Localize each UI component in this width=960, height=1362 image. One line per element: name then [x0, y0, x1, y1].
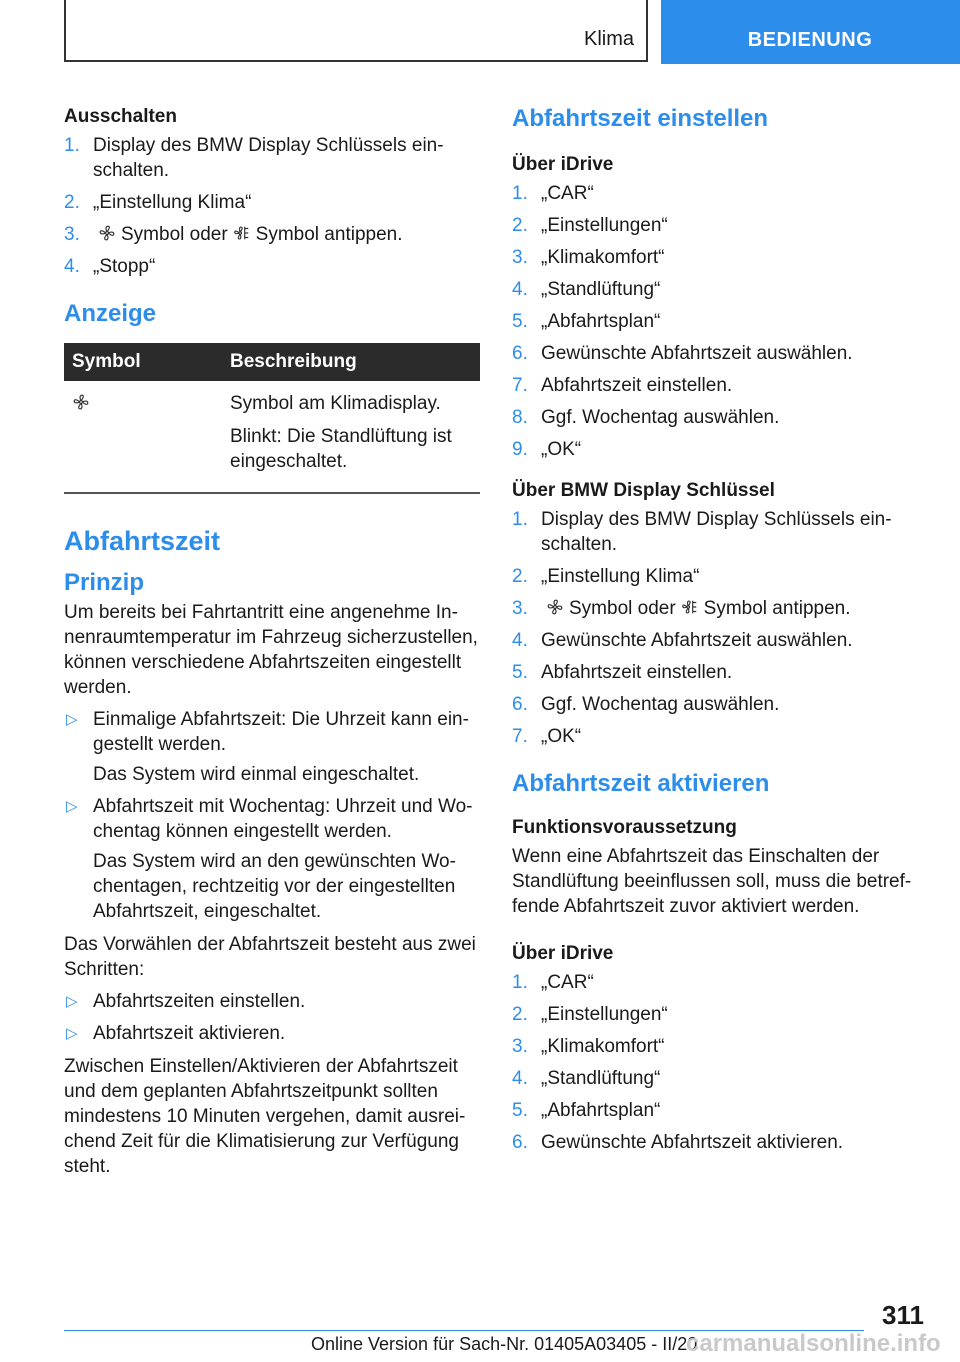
- list-item: 3. Symbol oder Symbol antippen.: [512, 598, 851, 619]
- left-column: [64, 104, 480, 1186]
- list-item: 6. Ggf. Wochentag auswählen.: [512, 694, 780, 715]
- list-item: 2. „Einstellung Klima“: [64, 192, 252, 213]
- list-item: ▷ Abfahrtszeit mit Wochentag: Uhrzeit und Wochentag können eingestellt werden. Das System wird an den gewünschten Wochentagen, rechtzeitig vor der eingestellten Abfahrtszeit, eingeschaltet.: [66, 796, 473, 922]
- right-column: [512, 104, 912, 1163]
- table-header: Symbol: [64, 343, 222, 381]
- abfahrtszeit-heading: Abfahrtszeit: [64, 526, 221, 556]
- fan-timer-icon: [681, 598, 699, 616]
- aktivieren-heading: Abfahrtszeit aktivieren: [512, 770, 770, 797]
- list-item: 5. „Abfahrtsplan“: [512, 311, 661, 332]
- list-item: ▷ Abfahrtszeit aktivieren.: [66, 1023, 286, 1044]
- ausschalten-heading: Ausschalten: [64, 106, 177, 127]
- bullet-list: [64, 989, 480, 1046]
- table-cell: [222, 381, 480, 493]
- symbol-table: [64, 343, 480, 494]
- list-item: 2. „Einstellung Klima“: [512, 566, 700, 587]
- prinzip-paragraph: Um bereits bei Fahrtantritt eine angenehme Innenraumtemperatur im Fahrzeug sicherzustellen, können verschiedene Abfahrtszeiten eingestellt werden.: [64, 602, 478, 698]
- bullet-list: [64, 707, 480, 924]
- list-item: 4. „Standlüftung“: [512, 1068, 661, 1089]
- list-item: 1. Display des BMW Display Schlüssels einschalten.: [64, 135, 444, 181]
- table-cell: [64, 381, 222, 493]
- fan-icon: [72, 393, 90, 411]
- funktion-heading: Funktionsvoraussetzung: [512, 817, 737, 838]
- list-item: 5. Abfahrtszeit einstellen.: [512, 662, 733, 683]
- list-item: 7. Abfahrtszeit einstellen.: [512, 375, 733, 396]
- list-item: 3. „Klimakomfort“: [512, 1036, 665, 1057]
- list-item: 3. Symbol oder Symbol antippen.: [64, 224, 403, 245]
- idrive-steps: [512, 181, 912, 462]
- step-number: 3.: [64, 224, 80, 245]
- list-item: 5. „Abfahrtsplan“: [512, 1100, 661, 1121]
- list-item: ▷ Einmalige Abfahrtszeit: Die Uhrzeit kann eingestellt werden. Das System wird einmal eingeschaltet.: [66, 709, 469, 785]
- triangle-bullet-icon: ▷: [66, 1025, 78, 1042]
- step-number: 4.: [64, 256, 80, 277]
- list-item: 8. Ggf. Wochentag auswählen.: [512, 407, 780, 428]
- page-number: 311: [882, 1300, 924, 1330]
- step-number: 2.: [64, 192, 80, 213]
- fan-timer-icon: [233, 224, 251, 242]
- list-item: 4. Gewünschte Abfahrtszeit auswählen.: [512, 630, 853, 651]
- step-number: 1.: [64, 135, 80, 156]
- idrive-heading: Über iDrive: [512, 154, 614, 175]
- watermark: carmanualsonline.info: [686, 1330, 941, 1357]
- chapter-tab: [661, 0, 960, 64]
- list-item: 2. „Einstellungen“: [512, 1004, 668, 1025]
- triangle-bullet-icon: ▷: [66, 711, 78, 728]
- footer-text: Online Version für Sach-Nr. 01405A03405 - II/20: [311, 1334, 698, 1354]
- key-steps: [512, 507, 912, 749]
- table-text: Symbol am Klimadisplay.: [230, 393, 441, 414]
- triangle-bullet-icon: ▷: [66, 798, 78, 815]
- zwischen-paragraph: Zwischen Einstellen/Aktivieren der Abfahrtszeit und dem geplanten Abfahrtszeitpunkt sollten mindestens 10 Minuten vergehen, damit ausreichend Zeit für die Klimatisierung zur Verfügung steht.: [64, 1056, 466, 1177]
- fan-icon: [98, 224, 116, 242]
- list-item: 4. „Standlüftung“: [512, 279, 661, 300]
- anzeige-heading: Anzeige: [64, 300, 157, 327]
- fan-icon: [546, 598, 564, 616]
- table-header: Beschreibung: [222, 343, 480, 381]
- list-item: 7. „OK“: [512, 726, 582, 747]
- list-item: ▷ Abfahrtszeiten einstellen.: [66, 991, 306, 1012]
- list-item: 1. „CAR“: [512, 972, 594, 993]
- list-item: 6. Gewünschte Abfahrtszeit aktivieren.: [512, 1132, 844, 1153]
- key-heading: Über BMW Display Schlüssel: [512, 480, 775, 501]
- triangle-bullet-icon: ▷: [66, 993, 78, 1010]
- list-item: 2. „Einstellungen“: [512, 215, 668, 236]
- list-item: 4. „Stopp“: [64, 256, 156, 277]
- einstellen-heading: Abfahrtszeit einstellen: [512, 105, 769, 132]
- list-item: 1. Display des BMW Display Schlüssels einschalten.: [512, 509, 892, 555]
- ausschalten-steps: [64, 133, 480, 279]
- list-item: 9. „OK“: [512, 439, 582, 460]
- idrive2-steps: [512, 970, 912, 1155]
- list-item: 1. „CAR“: [512, 183, 594, 204]
- prinzip-heading: Prinzip: [64, 569, 145, 596]
- table-row: [64, 381, 480, 493]
- table-text: Blinkt: Die Standlüftung ist eingeschaltet.: [230, 426, 452, 472]
- section-title: Klima: [583, 28, 634, 50]
- vorwaehlen-paragraph: Das Vorwählen der Abfahrtszeit besteht aus zwei Schritten:: [64, 934, 476, 980]
- idrive2-heading: Über iDrive: [512, 943, 614, 964]
- list-item: 6. Gewünschte Abfahrtszeit auswählen.: [512, 343, 853, 364]
- funktion-paragraph: Wenn eine Abfahrtszeit das Einschalten der Standlüftung beeinflussen soll, muss die betreffende Abfahrtszeit zuvor aktiviert werden.: [512, 846, 912, 917]
- chapter-title: BEDIENUNG: [747, 29, 873, 51]
- section-tab: [64, 0, 648, 62]
- list-item: 3. „Klimakomfort“: [512, 247, 665, 268]
- page-header: [0, 0, 960, 66]
- table-header-row: [64, 343, 480, 381]
